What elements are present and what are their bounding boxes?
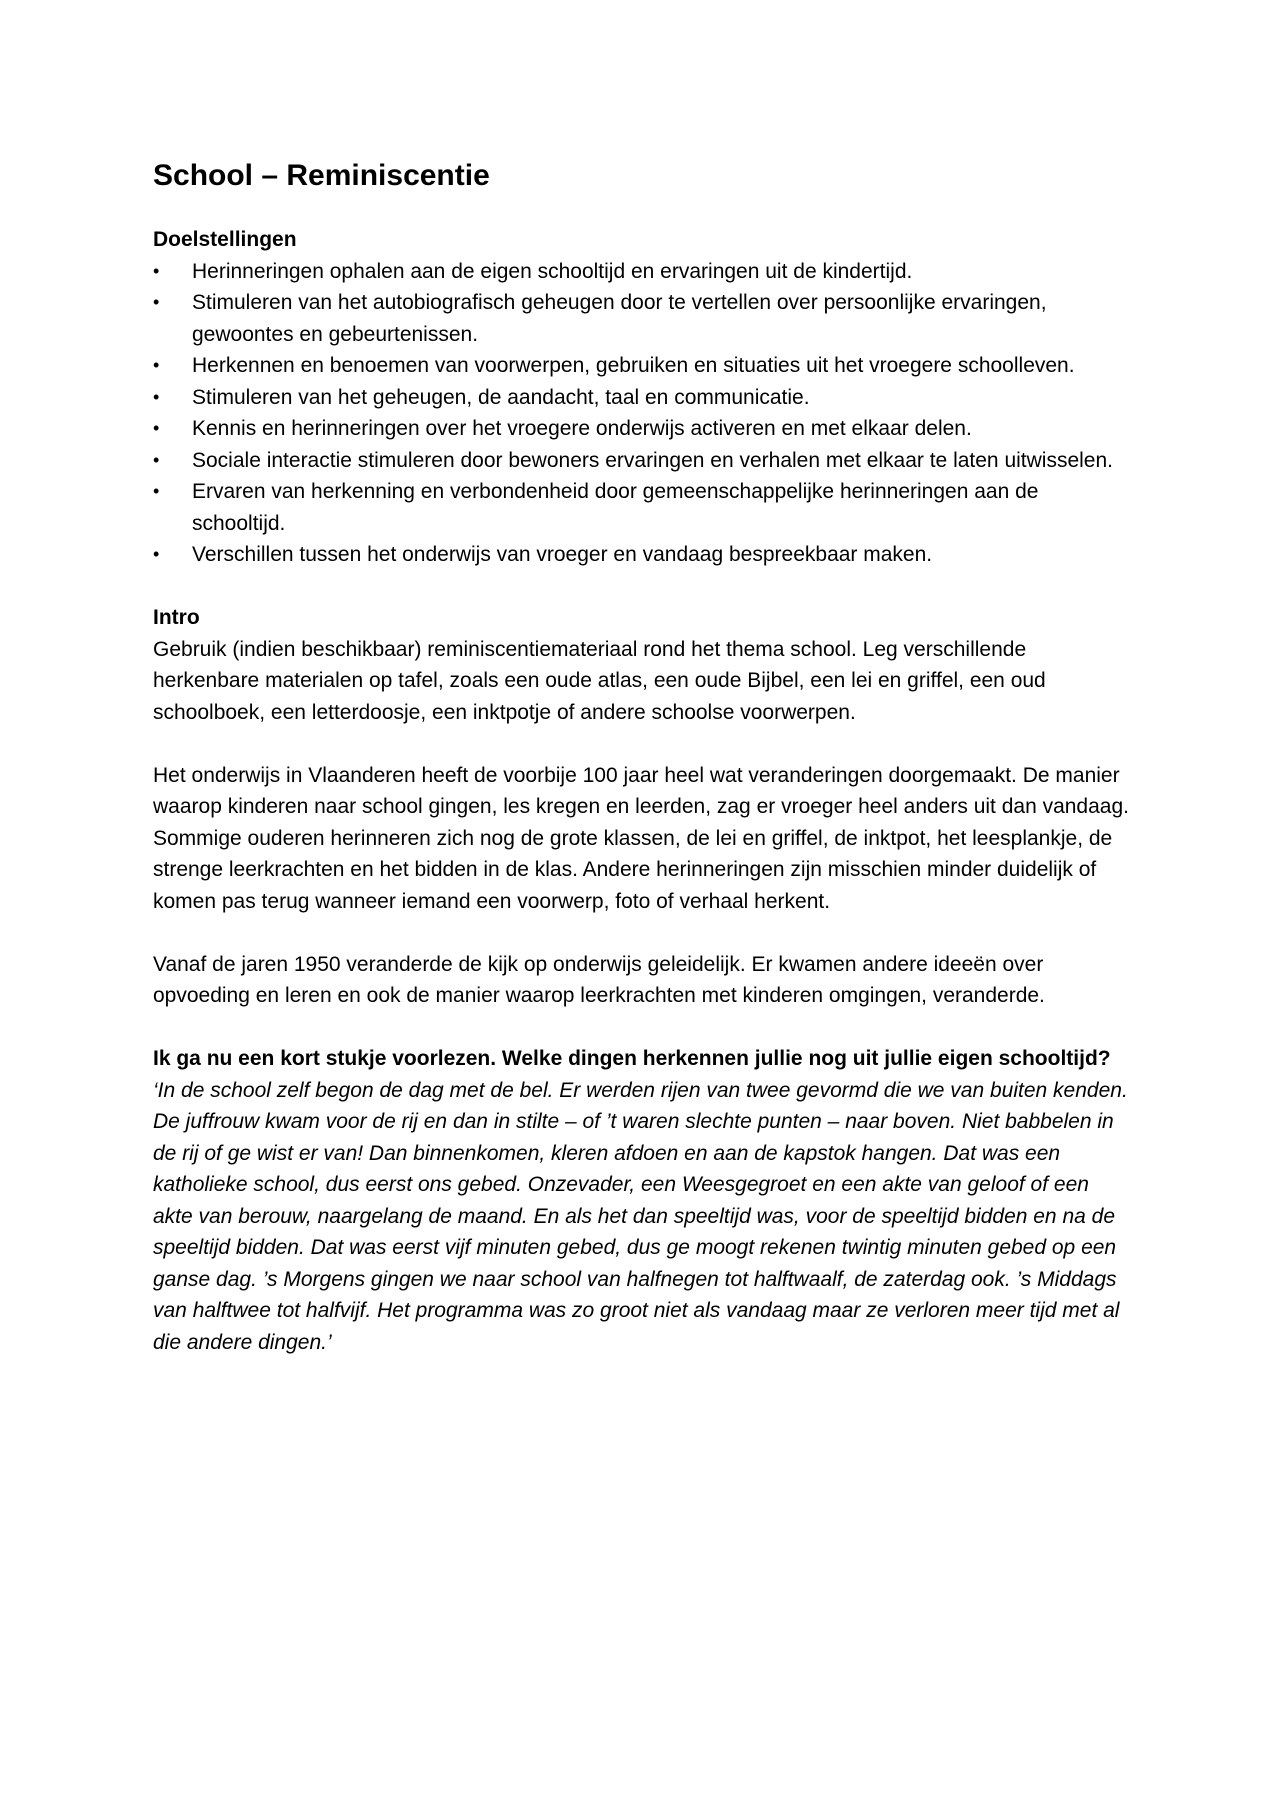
- goal-text: Sociale interactie stimuleren door bewoners ervaringen en verhalen met elkaar te laten uitwisselen.: [192, 448, 1113, 472]
- spacer: [153, 728, 1133, 760]
- goal-item: [153, 382, 1133, 414]
- goal-item: [153, 287, 1133, 350]
- bullet-icon: •: [153, 355, 160, 375]
- bullet-icon: •: [153, 260, 160, 281]
- goal-text: Verschillen tussen het onderwijs van vroeger en vandaag bespreekbaar maken.: [192, 543, 933, 566]
- goal-item: [153, 445, 1133, 477]
- bullet-icon: •: [153, 481, 160, 501]
- bullet-icon: •: [153, 544, 160, 564]
- goal-text: Herinneringen ophalen aan de eigen schooltijd en ervaringen uit de kindertijd.: [192, 259, 913, 283]
- goal-item: [153, 413, 1133, 445]
- bullet-icon: •: [153, 386, 160, 407]
- goal-text: Ervaren van herkenning en verbondenheid door gemeenschappelijke herinneringen aan de schooltijd.: [192, 480, 1039, 535]
- spacer: [153, 917, 1133, 949]
- goal-text: Kennis en herinneringen over het vroegere onderwijs activeren en met elkaar delen.: [192, 417, 972, 440]
- intro-heading: Intro: [153, 606, 200, 629]
- goal-item: [153, 476, 1133, 539]
- goal-item: [153, 539, 1133, 571]
- intro-paragraph: Vanaf de jaren 1950 veranderde de kijk op onderwijs geleidelijk. Er kwamen andere ideeën over opvoeding en leren en ook de manier waarop leerkrachten met kinderen omgingen, veranderde.: [153, 952, 1045, 1007]
- bullet-icon: •: [153, 449, 160, 470]
- goal-item: [153, 256, 1133, 288]
- spacer: [153, 571, 1133, 603]
- spacer: [153, 1012, 1133, 1044]
- goals-heading: Doelstellingen: [153, 228, 297, 251]
- goals-list: [153, 256, 1133, 571]
- document-title: School – Reminiscentie: [153, 159, 490, 192]
- intro-paragraph: Gebruik (indien beschikbaar) reminiscentiemateriaal rond het thema school. Leg verschillende herkenbare materialen op tafel, zoals een oude atlas, een oude Bijbel, een lei en griffel, een oud schoolboek, een letterdoosje, een inktpotje of andere schoolse voorwerpen.: [153, 637, 1046, 724]
- goal-text: Stimuleren van het autobiografisch geheugen door te vertellen over persoonlijke ervaringen, gewoontes en gebeurtenissen.: [192, 291, 1047, 346]
- reading-quote: ‘In de school zelf begon de dag met de bel. Er werden rijen van twee gevormd die we van buiten kenden. De juffrouw kwam voor de rij en dan in stilte – of ’t waren slechte punten – naar boven. Niet babbelen in de rij of ge wist er van! Dan binnenkomen, kleren afdoen en aan de kapstok hangen. Dat was een katholieke school, dus eerst ons gebed. Onzevader, een Weesgegroet en een akte van geloof of een akte van berouw, naargelang de maand. En als het dan speeltijd was, voor de speeltijd bidden en na de speeltijd bidden. Dat was eerst vijf minuten gebed, dus ge moogt rekenen twintig minuten gebed op een ganse dag. ’s Morgens gingen we naar school van halfnegen tot halftwaalf, de zaterdag ook. ’s Middags van halftwee tot halfvijf. Het programma was zo groot niet als vandaag maar ze verloren meer tijd met al die andere dingen.’: [153, 1078, 1128, 1354]
- bullet-icon: •: [153, 292, 160, 312]
- reading-question: Ik ga nu een kort stukje voorlezen. Welke dingen herkennen jullie nog uit jullie eigen schooltijd?: [153, 1047, 1111, 1070]
- intro-paragraph: Het onderwijs in Vlaanderen heeft de voorbije 100 jaar heel wat veranderingen doorgemaakt. De manier waarop kinderen naar school gingen, les kregen en leerden, zag er vroeger heel anders uit dan vandaag.: [153, 763, 1129, 818]
- document-page: [153, 150, 1133, 1358]
- intro-paragraph: Sommige ouderen herinneren zich nog de grote klassen, de lei en griffel, de inktpot, het leesplankje, de strenge leerkrachten en het bidden in de klas. Andere herinneringen zijn misschien minder duidelijk of komen pas terug wanneer iemand een voorwerp, foto of verhaal herkent.: [153, 826, 1113, 913]
- goal-item: [153, 350, 1133, 382]
- bullet-icon: •: [153, 418, 160, 438]
- goal-text: Herkennen en benoemen van voorwerpen, gebruiken en situaties uit het vroegere schoolleven.: [192, 354, 1075, 377]
- goal-text: Stimuleren van het geheugen, de aandacht, taal en communicatie.: [192, 385, 810, 409]
